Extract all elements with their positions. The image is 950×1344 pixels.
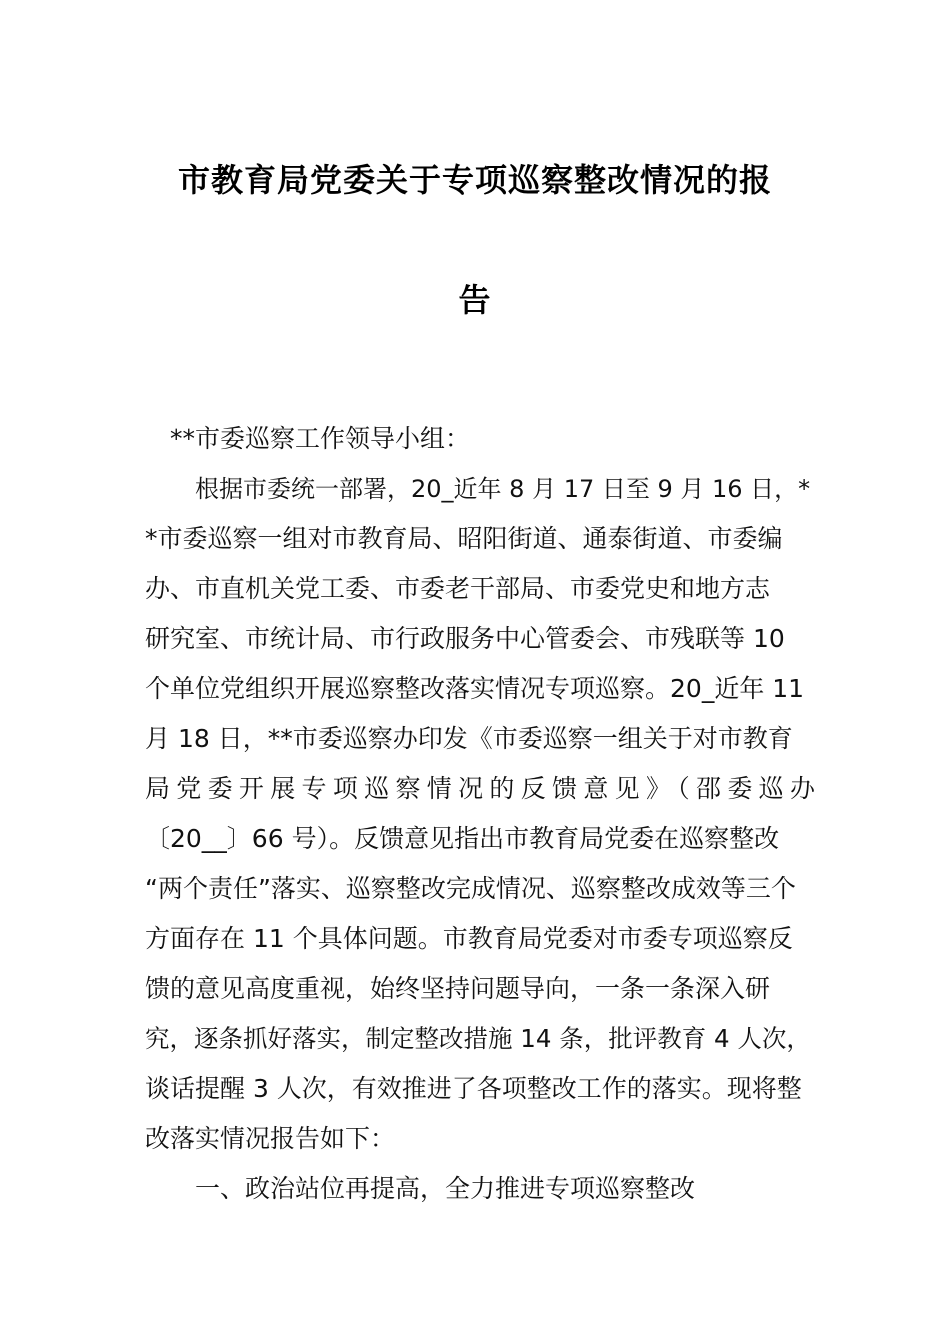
body-line: “两个责任”落实、巡察整改完成情况、巡察整改成效等三个 <box>145 874 796 903</box>
body-line: 个单位党组织开展巡察整改落实情况专项巡察。20_近年 11 <box>145 674 805 703</box>
body-line: 研究室、市统计局、市行政服务中心管委会、市残联等 10 <box>145 624 785 653</box>
section-heading: 一、政治站位再提高，全力推进专项巡察整改 <box>195 1174 696 1203</box>
document-title-line-1: 市教育局党委关于专项巡察整改情况的报 <box>177 161 772 199</box>
body-line: 局党委开展专项巡察情况的反馈意见》（邵委巡办 <box>145 774 815 803</box>
body-line: *市委巡察一组对市教育局、昭阳街道、通泰街道、市委编 <box>145 524 783 553</box>
body-line: 究，逐条抓好落实，制定整改措施 14 条，批评教育 4 人次， <box>145 1024 811 1053</box>
body-line: 谈话提醒 3 人次，有效推进了各项整改工作的落实。现将整 <box>145 1074 802 1103</box>
body-line: 馈的意见高度重视，始终坚持问题导向，一条一条深入研 <box>145 974 771 1003</box>
document-title-line-2: 告 <box>458 281 492 319</box>
body-line: 改落实情况报告如下： <box>145 1124 396 1153</box>
body-line: 办、市直机关党工委、市委老干部局、市委党史和地方志 <box>145 574 771 603</box>
body-line: 月 18 日，**市委巡察办印发《市委巡察一组关于对市教育 <box>145 724 793 753</box>
body-line: 方面存在 11 个具体问题。市教育局党委对市委专项巡察反 <box>145 924 793 953</box>
salutation: **市委巡察工作领导小组： <box>170 424 471 453</box>
body-line: 〔20__〕66 号）。反馈意见指出市教育局党委在巡察整改 <box>145 824 780 853</box>
body-line: 根据市委统一部署，20_近年 8 月 17 日至 9 月 16 日，* <box>195 475 811 503</box>
